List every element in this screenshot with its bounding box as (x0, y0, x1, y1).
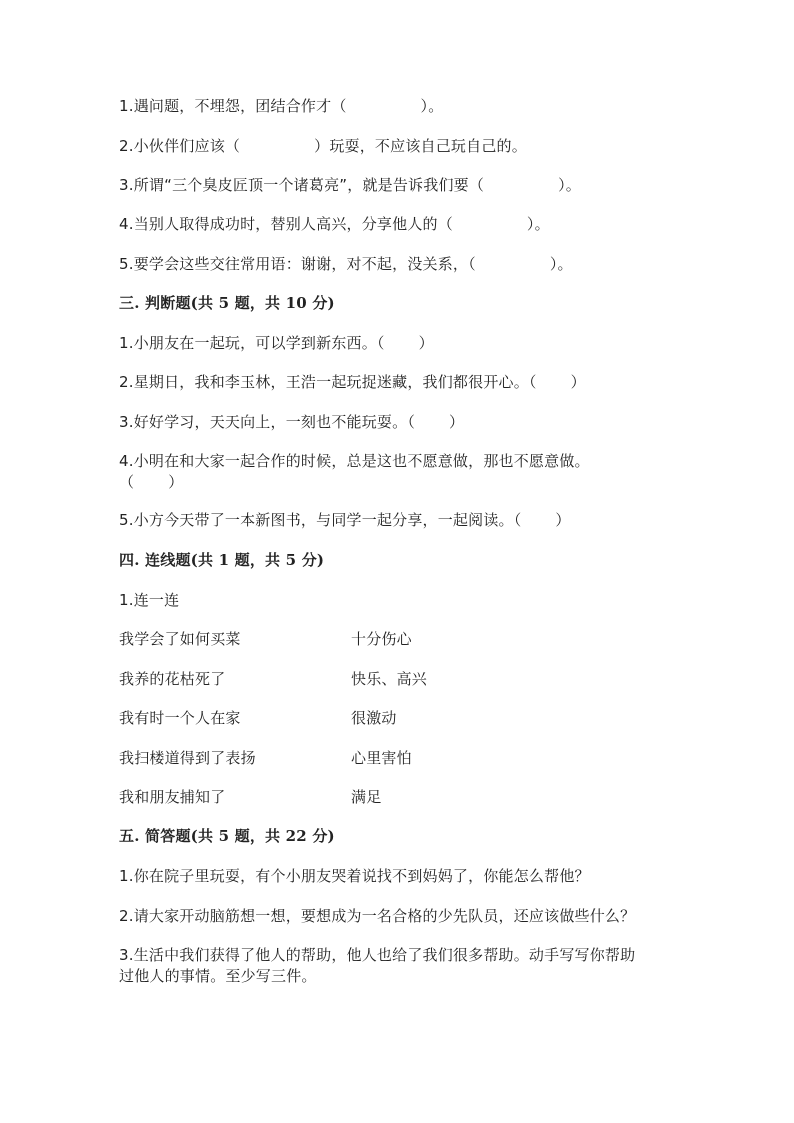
short-answer-question-2: 2.请大家开动脑筋想一想，要想成为一名合格的少先队员，还应该做些什么？ (119, 907, 636, 925)
question-text: （ (119, 473, 135, 491)
question-text-end: ）。 (526, 215, 550, 233)
question-text: 3.好好学习，天天向上，一刻也不能玩耍。（ (119, 413, 416, 431)
match-right-item[interactable]: 满足 (351, 788, 382, 806)
section-heading-short-answer: 五. 简答题(共 5 题，共 22 分) (119, 827, 335, 845)
question-text: 4.小明在和大家一起合作的时候，总是这也不愿意做，那也不愿意做。 (119, 452, 590, 470)
question-text: 1.小朋友在一起玩，可以学到新东西。（ (119, 334, 385, 352)
fill-blank-question-1 (119, 96, 443, 116)
short-answer-question-3: 3.生活中我们获得了他人的帮助，他人也给了我们很多帮助。动手写写你帮助 (119, 946, 636, 964)
question-text: 2.小伙伴们应该（ (119, 137, 241, 155)
question-text-end: ）。 (420, 97, 444, 115)
question-text-end: ） (555, 511, 571, 529)
match-left-item[interactable]: 我有时一个人在家 (119, 709, 241, 727)
fill-blank-question-5 (119, 254, 573, 274)
question-text: 4.当别人取得成功时，替别人高兴，分享他人的（ (119, 215, 453, 233)
question-text-end: ）玩耍，不应该自己玩自己的。 (314, 137, 527, 155)
short-answer-question-3-cont: 过他人的事情。至少写三件。 (119, 967, 317, 985)
fill-blank-question-2 (119, 136, 527, 156)
match-row (119, 669, 428, 689)
match-left-item[interactable]: 我学会了如何买菜 (119, 630, 241, 648)
short-answer-question-1: 1.你在院子里玩耍，有个小朋友哭着说找不到妈妈了，你能怎么帮他？ (119, 867, 590, 885)
match-right-item[interactable]: 快乐、高兴 (351, 670, 428, 688)
fill-blank-question-4 (119, 214, 550, 234)
match-row (119, 748, 412, 768)
match-row (119, 629, 412, 649)
match-left-item[interactable]: 我扫楼道得到了表扬 (119, 749, 256, 767)
match-right-item[interactable]: 很激动 (351, 709, 397, 727)
match-row (119, 708, 397, 728)
fill-blank-question-3 (119, 175, 581, 195)
judge-question-1 (119, 333, 434, 353)
match-left-item[interactable]: 我养的花枯死了 (119, 670, 226, 688)
question-text-end: ） (570, 373, 586, 391)
judge-question-4 (119, 451, 590, 471)
question-text: 5.小方今天带了一本新图书，与同学一起分享，一起阅读。（ (119, 511, 522, 529)
question-text: 5.要学会这些交往常用语：谢谢，对不起，没关系，（ (119, 255, 476, 273)
match-right-item[interactable]: 十分伤心 (351, 630, 412, 648)
question-text: 3.所谓“三个臭皮匠顶一个诸葛亮”，就是告诉我们要（ (119, 176, 485, 194)
match-prompt: 1.连一连 (119, 591, 180, 609)
question-text: 1.遇问题，不埋怨，团结合作才（ (119, 97, 347, 115)
judge-question-4-answer (119, 472, 183, 492)
match-right-item[interactable]: 心里害怕 (351, 749, 412, 767)
question-text: 2.星期日，我和李玉林，王浩一起玩捉迷藏，我们都很开心。（ (119, 373, 537, 391)
section-heading-judge: 三. 判断题(共 5 题，共 10 分) (119, 294, 335, 312)
question-text-end: ） (449, 413, 465, 431)
judge-question-5 (119, 510, 571, 530)
judge-question-2 (119, 372, 586, 392)
question-text-end: ）。 (549, 255, 573, 273)
match-row (119, 787, 382, 807)
section-heading-match: 四. 连线题(共 1 题，共 5 分) (119, 551, 325, 569)
match-left-item[interactable]: 我和朋友捕知了 (119, 788, 226, 806)
judge-question-3 (119, 412, 464, 432)
question-text-end: ）。 (558, 176, 581, 194)
question-text-end: ） (418, 334, 434, 352)
question-text-end: ） (168, 473, 184, 491)
